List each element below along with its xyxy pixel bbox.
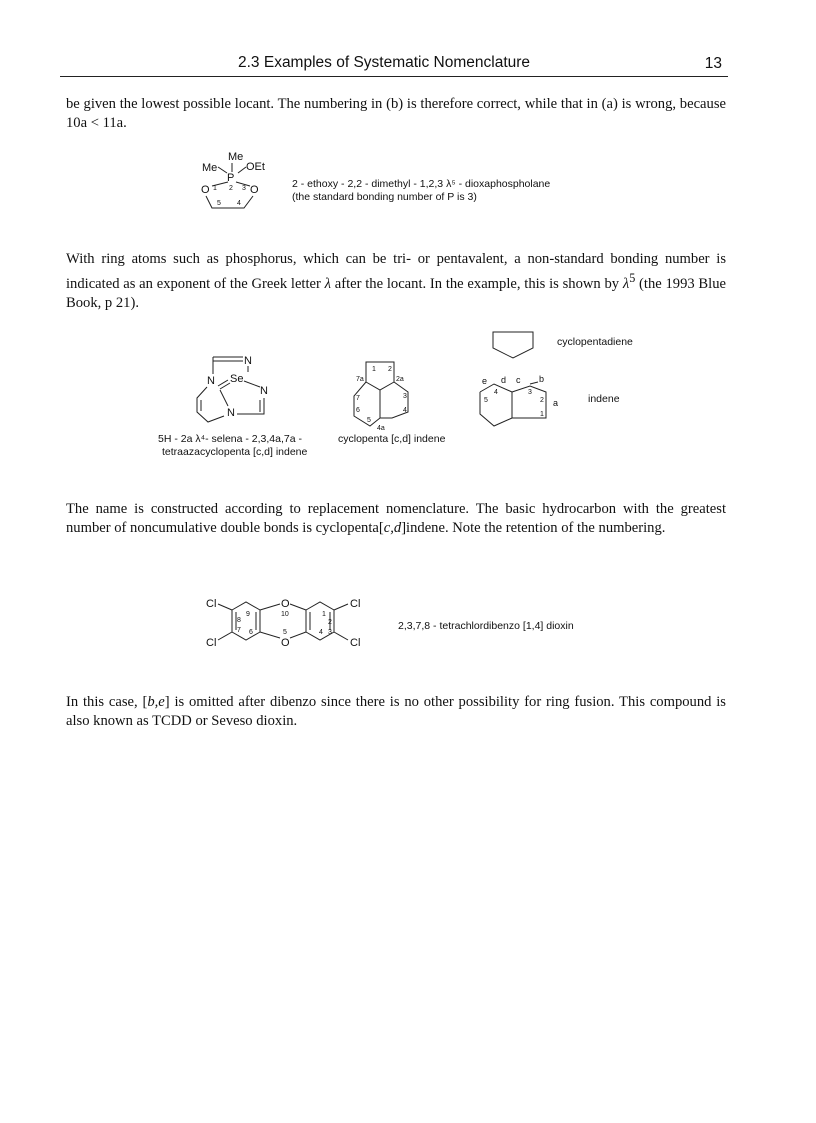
atom-n-top: N	[244, 355, 252, 367]
figure2b-caption: cyclopenta [c,d] indene	[338, 433, 446, 445]
locant-d-3: 3	[528, 389, 532, 396]
locant-4: 4	[319, 629, 323, 636]
atom-n-right: N	[260, 385, 268, 397]
atom-me-top: Me	[228, 151, 244, 163]
figure1-caption-line1: 2 - ethoxy - 2,2 - dimethyl - 1,2,3 λ⁵ - dioxaphospholane	[292, 178, 551, 190]
locant-3: 3	[242, 185, 246, 192]
paragraph-tcdd-note: In this case, [b,e] is omitted after dibenzo since there is no other possibility for ring fusion. This compound is also known as TCDD or Seveso dioxin.	[66, 694, 726, 729]
paragraph-locant-rule: be given the lowest possible locant. The numbering in (b) is therefore correct, while that in (a) is wrong, because 10a < 11a.	[66, 96, 726, 131]
figure-tetrachlorodibenzodioxin	[200, 594, 370, 654]
atom-cl-bottom-left: Cl	[206, 637, 217, 649]
locant-d-1: 1	[540, 411, 544, 418]
atom-p: P	[227, 172, 235, 184]
locant-b-3: 3	[403, 393, 407, 400]
atom-o-left: O	[201, 184, 210, 196]
atom-cl-top-left: Cl	[206, 598, 217, 610]
running-header	[60, 52, 728, 77]
locant-b-2: 2	[388, 366, 392, 373]
atom-o-top: O	[281, 598, 290, 610]
atom-cl-top-right: Cl	[350, 598, 361, 610]
locant-b-7a: 7a	[356, 376, 364, 383]
locant-b-1: 1	[372, 366, 376, 373]
letter-e: e	[482, 376, 488, 386]
locant-3: 3	[328, 629, 332, 636]
locant-b-7: 7	[356, 395, 360, 402]
locant-b-5: 5	[367, 417, 371, 424]
figure2a-caption-line1: 5H - 2a λ⁴- selena - 2,3,4a,7a -	[158, 433, 303, 445]
figure2d-caption: indene	[588, 393, 620, 405]
figure2c-caption: cyclopentadiene	[557, 336, 633, 348]
locant-1: 1	[213, 185, 217, 192]
letter-b: b	[539, 374, 545, 384]
figure-cyclopentadiene	[490, 326, 540, 362]
letter-d: d	[501, 375, 507, 385]
lambda-symbol: λ	[324, 275, 331, 292]
figure3-caption: 2,3,7,8 - tetrachlordibenzo [1,4] dioxin	[398, 620, 574, 632]
locant-7: 7	[237, 627, 241, 634]
locant-b-4a: 4a	[377, 425, 385, 432]
paragraph-bonding-number: With ring atoms such as phosphorus, which can be tri- or pentavalent, a non-standard bonding number is indicated as an exponent of the Greek letter λ after the locant. In the example, this is shown by $\lambda^5$ (the 1993 Blue Book, p 21).	[66, 251, 726, 311]
paragraph-replacement-nomenclature: The name is constructed according to replacement nomenclature. The basic hydrocarbon with the greatest number of noncumulative double bonds is cyclopenta[c,d]indene. Note the retention of the numbering.	[66, 501, 726, 536]
page-number: 13	[704, 55, 722, 72]
locant-4: 4	[237, 200, 241, 207]
locant-9: 9	[246, 611, 250, 618]
locant-6: 6	[249, 629, 253, 636]
locant-b-4: 4	[403, 407, 407, 414]
atom-o-right: O	[250, 184, 259, 196]
locant-8: 8	[237, 617, 241, 624]
letter-c: c	[516, 375, 521, 385]
letter-a: a	[553, 398, 559, 408]
figure-selena-tetraazacyclopentaindene	[180, 350, 290, 445]
locant-1: 1	[322, 611, 326, 618]
atom-n-left: N	[207, 375, 215, 387]
locant-10: 10	[281, 611, 289, 618]
locant-2: 2	[229, 185, 233, 192]
locant-d-4: 4	[494, 389, 498, 396]
figure-cyclopentaindene-numbering	[336, 354, 436, 434]
locant-2: 2	[328, 619, 332, 626]
figure-indene-fusion-letters	[472, 370, 567, 440]
atom-n-lower: N	[227, 407, 235, 419]
figure1-caption-line2: (the standard bonding number of P is 3)	[292, 191, 477, 203]
atom-me-left: Me	[202, 162, 218, 174]
locant-d-2: 2	[540, 397, 544, 404]
locant-5: 5	[283, 629, 287, 636]
atom-oet: OEt	[246, 161, 265, 173]
locant-b-2a: 2a	[396, 376, 404, 383]
lambda-symbol-example: λ	[622, 275, 630, 292]
locant-b-6: 6	[356, 407, 360, 414]
section-title: 2.3 Examples of Systematic Nomenclature	[238, 54, 531, 71]
atom-se: Se	[230, 373, 244, 385]
locant-5: 5	[217, 200, 221, 207]
atom-cl-bottom-right: Cl	[350, 637, 361, 649]
figure-dioxaphospholane-structure	[190, 148, 280, 218]
figure2a-caption-line2: tetraazacyclopenta [c,d] indene	[162, 446, 308, 458]
atom-o-bottom: O	[281, 637, 290, 649]
locant-d-5: 5	[484, 397, 488, 404]
